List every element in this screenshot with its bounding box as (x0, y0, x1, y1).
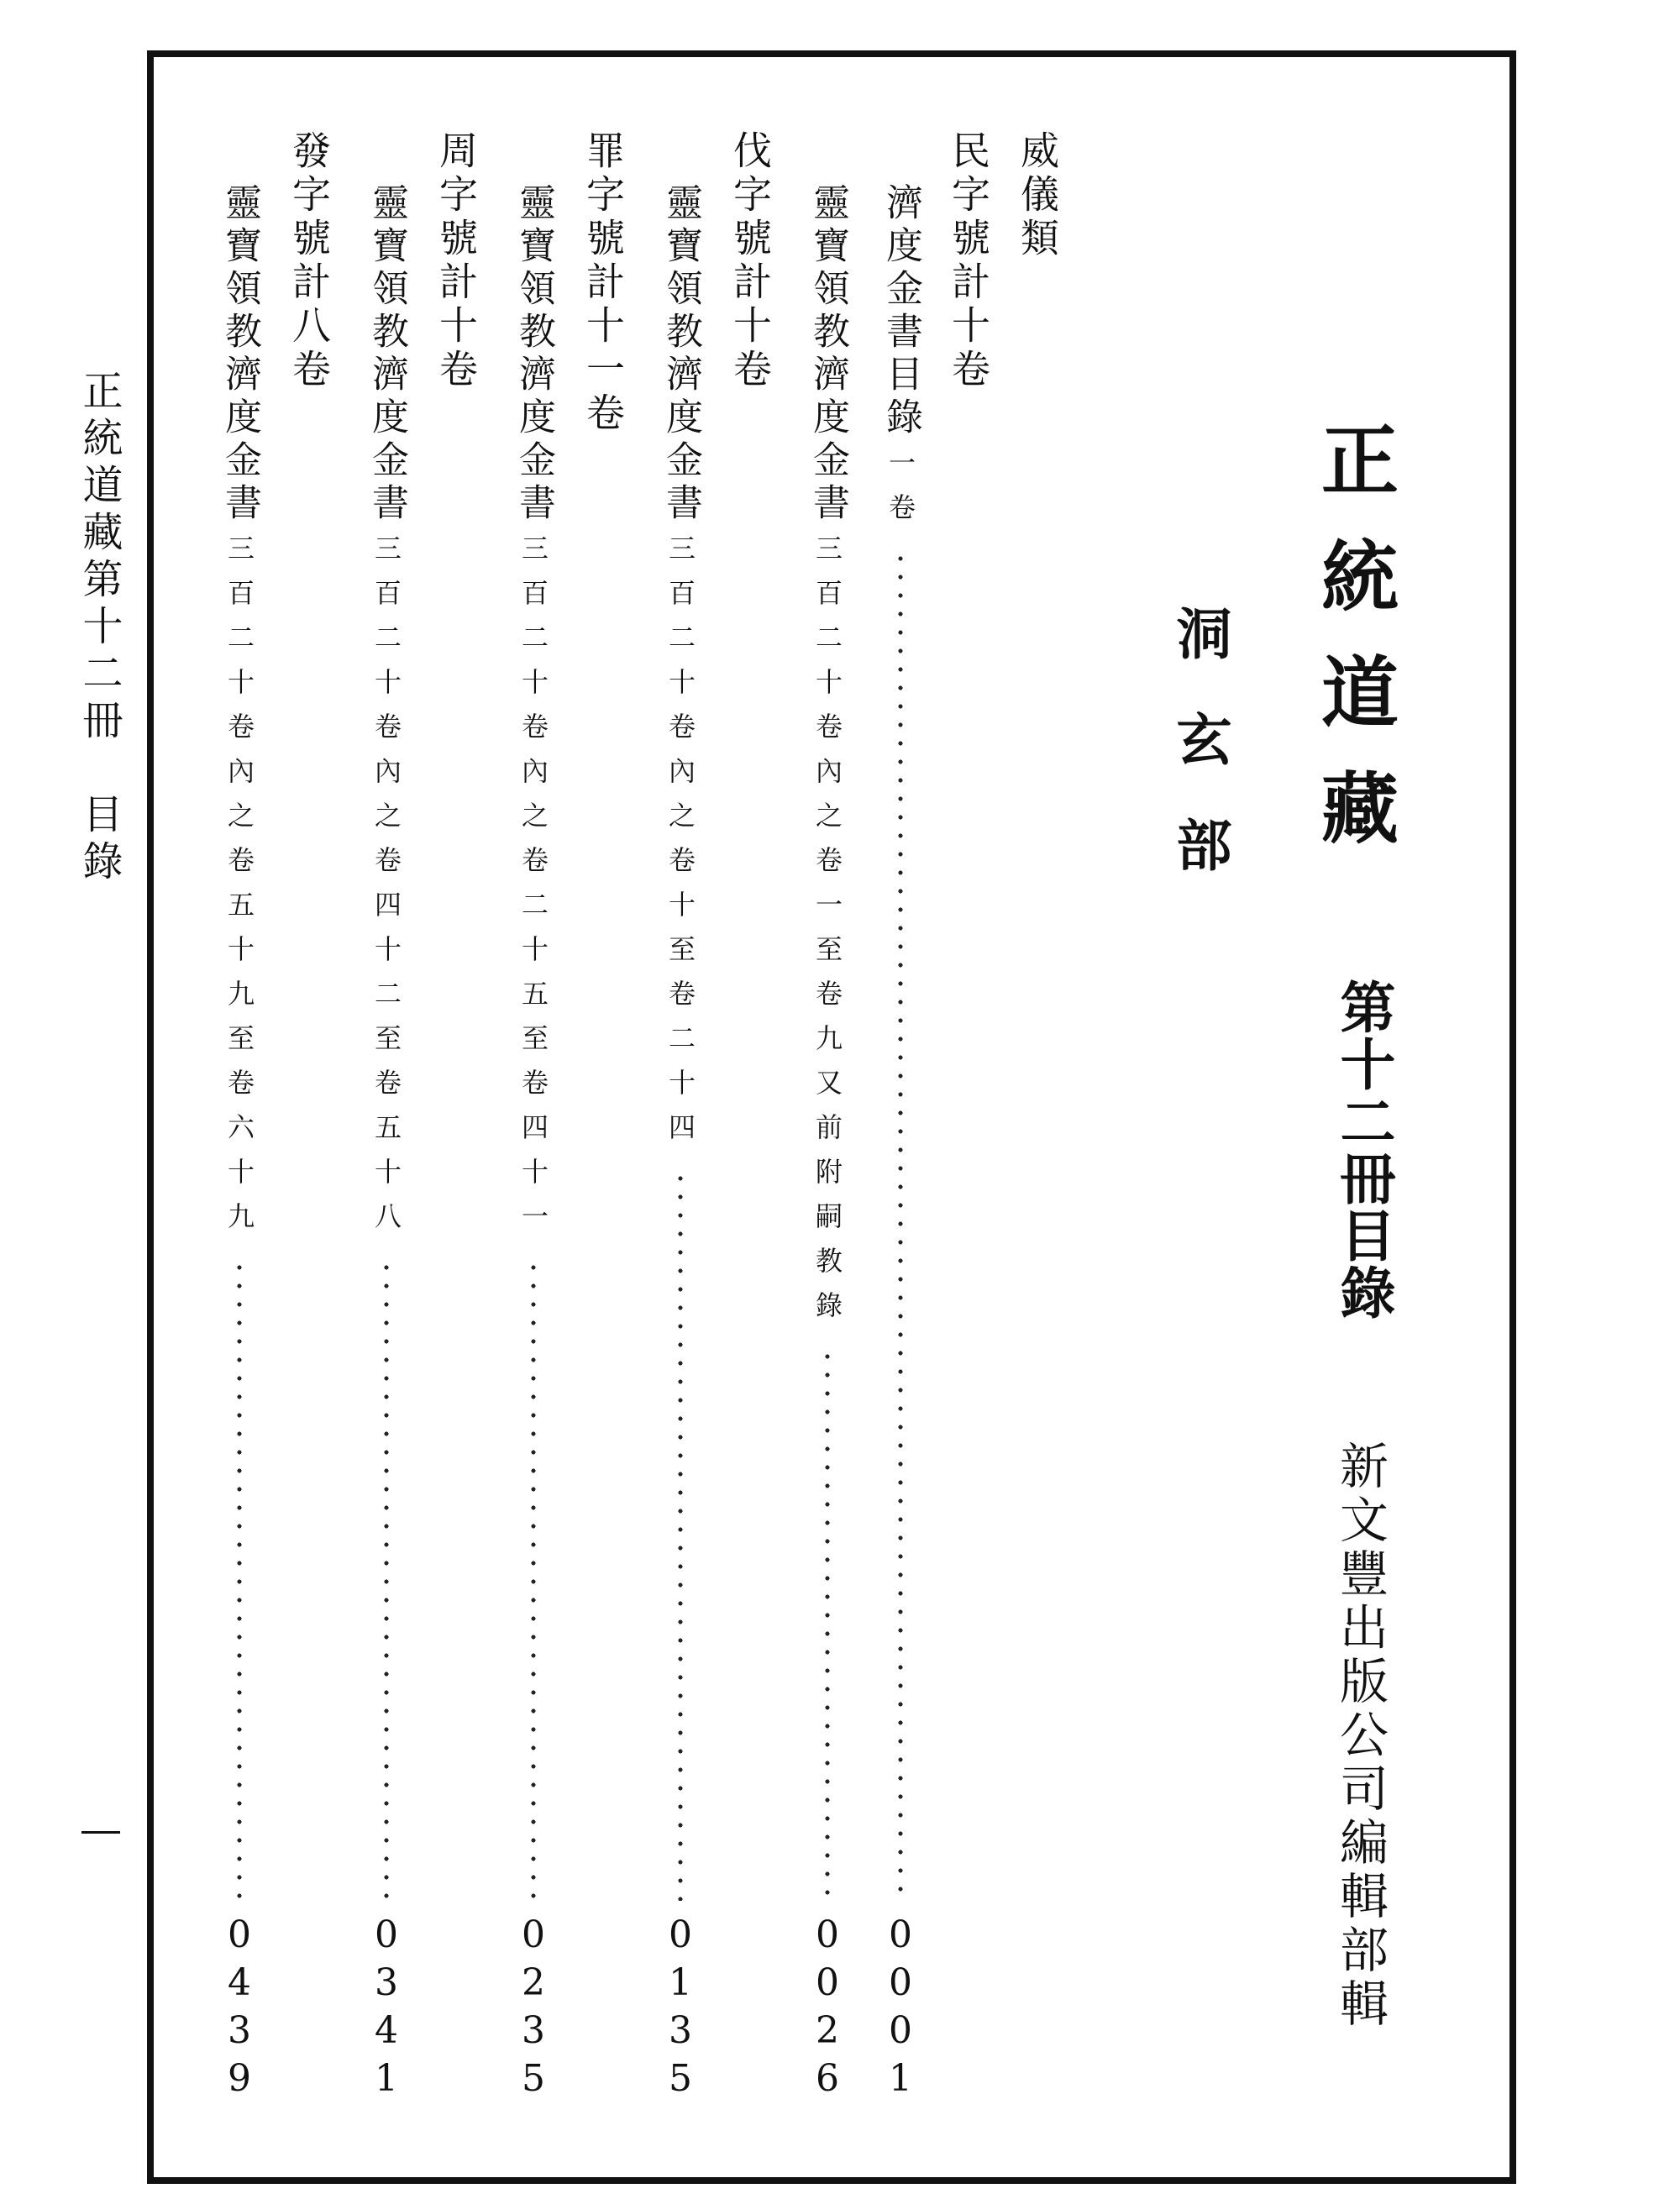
entry-note: 三百二十卷內之卷十至卷二十四 (664, 534, 696, 1157)
category-heading: 威儀類 (1015, 130, 1060, 261)
dot-leader (237, 1258, 242, 1901)
group-heading-zhou: 周字號計十卷 (433, 130, 479, 392)
entry-note: 一卷 (885, 449, 916, 538)
entry-page-number: 0 0 2 6 (816, 1913, 839, 2100)
entry-title: 靈寶領教濟度金書 (806, 183, 849, 526)
group-heading-fa: 伐字號計十卷 (727, 130, 773, 392)
margin-page-number (81, 1831, 120, 1834)
entry-note: 三百二十卷內之卷五十九至卷六十九 (223, 534, 255, 1246)
group-heading-zui: 罪字號計十一卷 (580, 130, 626, 436)
dot-leader (384, 1258, 389, 1901)
running-title: 正統道藏第十二冊 目錄 (76, 370, 123, 887)
entry-page-number: 0 4 3 9 (228, 1913, 251, 2100)
dot-leader (898, 549, 903, 1901)
volume-title: 第十二冊目錄 (1331, 979, 1396, 1321)
dot-leader (531, 1258, 536, 1901)
toc-entry[interactable] (802, 183, 853, 2102)
collection-title: 正統道藏 (1309, 420, 1399, 884)
entry-page-number: 0 0 0 1 (889, 1913, 912, 2100)
entry-title: 靈寶領教濟度金書 (512, 183, 555, 526)
toc-entry[interactable] (361, 183, 412, 2102)
toc-entry[interactable] (214, 183, 265, 2102)
entry-page-number: 0 1 3 5 (669, 1913, 692, 2100)
entry-title: 靈寶領教濟度金書 (659, 183, 702, 526)
entry-note: 三百二十卷內之卷一至卷九又前附嗣教錄 (811, 534, 843, 1336)
dot-leader (678, 1169, 683, 1901)
entry-note: 三百二十卷內之卷四十二至卷五十八 (370, 534, 402, 1246)
entry-page-number: 0 3 4 1 (375, 1913, 398, 2100)
entry-title: 靈寶領教濟度金書 (218, 183, 261, 526)
dot-leader (825, 1347, 830, 1901)
toc-entry[interactable] (655, 183, 706, 2102)
group-heading-min: 民字號計十卷 (946, 130, 991, 392)
entry-page-number: 0 2 3 5 (522, 1913, 545, 2100)
entry-note: 三百二十卷內之卷二十五至卷四十一 (517, 534, 549, 1246)
toc-entry[interactable] (875, 183, 926, 2102)
section-title: 洞玄部 (1167, 605, 1232, 922)
toc-entry[interactable] (508, 183, 559, 2102)
entry-title: 濟度金書目錄 (879, 183, 922, 440)
entry-title: 靈寶領教濟度金書 (365, 183, 408, 526)
group-heading-fa2: 發字號計八卷 (286, 130, 332, 392)
editor-credit: 新文豐出版公司編輯部輯 (1331, 1441, 1389, 2032)
